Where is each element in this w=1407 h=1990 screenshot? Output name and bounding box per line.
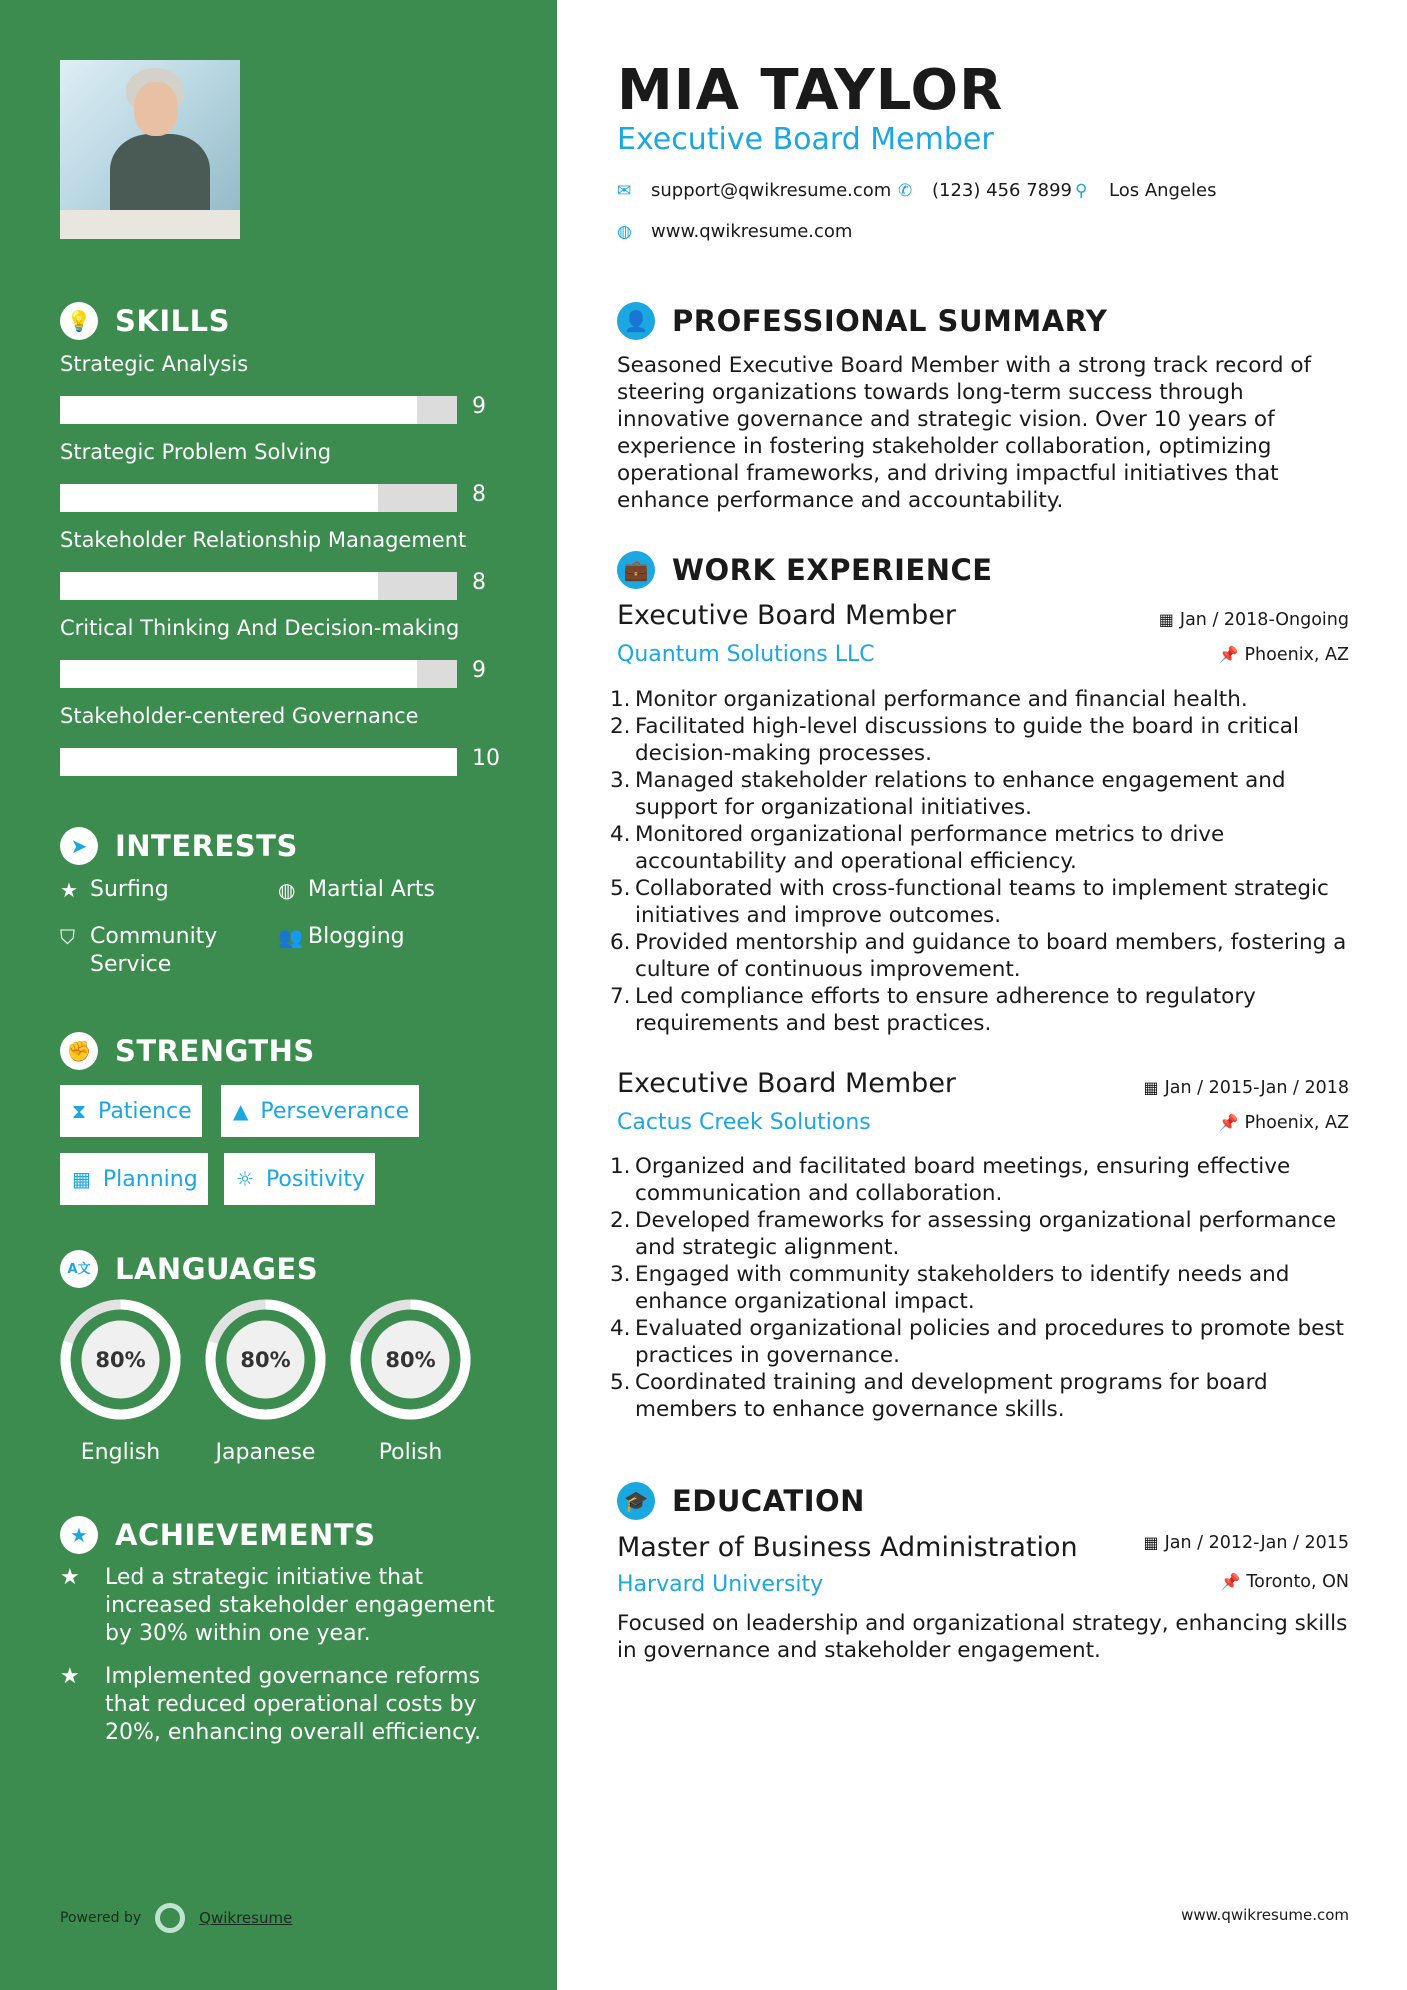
list-item: 7. Led compliance efforts to ensure adherence to regulatory requirements and best practices. (610, 984, 1256, 1036)
strength-tag: ⧗ Patience (60, 1085, 202, 1137)
language-name: English (80, 1440, 161, 1465)
candidate-name: MIA TAYLOR (617, 58, 1004, 123)
education-school: Harvard University (617, 1572, 824, 1597)
job-location: 📌 Phoenix, AZ (1218, 1113, 1349, 1133)
skills-title: SKILLS (115, 304, 230, 338)
education-dates: ▦ Jan / 2012-Jan / 2015 (1143, 1533, 1349, 1553)
job-dates: ▦ Jan / 2015-Jan / 2018 (1143, 1078, 1349, 1098)
road-icon: ▲ (233, 1099, 249, 1123)
skill-item: Stakeholder-centered Governance 10 (60, 704, 500, 776)
language-percent: 80% (95, 1348, 146, 1372)
language-ring (58, 1297, 183, 1422)
calendar-icon: ▦ (72, 1167, 91, 1191)
contact-email: ✉ support@qwikresume.com (617, 180, 892, 201)
calendar-icon: ▦ (1158, 610, 1174, 629)
job-duties (610, 1153, 1350, 1423)
interest-item: ⛉ Community Service (60, 924, 218, 977)
strengths-title: STRENGTHS (115, 1034, 315, 1068)
hourglass-icon: ⧗ (72, 1099, 87, 1123)
map-pin-icon: ⚲ (1075, 180, 1088, 201)
globe-icon: ◍ (278, 878, 296, 902)
user-icon: 👤 (617, 302, 655, 340)
list-item: 5. Collaborated with cross-functional teams to implement strategic initiatives and improve outcomes. (610, 876, 1329, 928)
star-icon: ★ (60, 878, 78, 902)
pushpin-icon: 📌 (1218, 1113, 1239, 1132)
language-percent: 80% (240, 1348, 291, 1372)
interest-item: 👥 Blogging (278, 924, 405, 949)
skill-item: Strategic Analysis 9 (60, 352, 500, 424)
shield-icon: ⛉ (60, 925, 75, 949)
skill-item: Stakeholder Relationship Management 8 (60, 528, 500, 600)
strength-tag: ▦ Planning (60, 1153, 208, 1205)
list-item: 4. Monitored organizational performance metrics to drive accountability and operational efficiency. (610, 822, 1225, 874)
job-title: Executive Board Member (617, 1068, 957, 1099)
sidebar (0, 0, 557, 1990)
skill-item: Critical Thinking And Decision-making 9 (60, 616, 500, 688)
languages-title: LANGUAGES (115, 1252, 319, 1286)
profile-photo (60, 60, 240, 239)
sun-icon: ☼ (236, 1167, 254, 1191)
achievement-item: ★ Implemented governance reforms that reduced operational costs by 20%, enhancing overall efficiency. (60, 1664, 482, 1745)
globe-icon: ◍ (617, 221, 632, 242)
language-item (58, 1297, 183, 1465)
contact-phone: ✆ (123) 456 7899 (898, 180, 1073, 201)
powered-by: Powered by Qwikresume (60, 1903, 292, 1933)
paper-plane-icon: ➤ (60, 827, 98, 865)
job-location: 📌 Phoenix, AZ (1218, 645, 1349, 665)
summary-text: Seasoned Executive Board Member with a strong track record of steering organizations towards long-term success through innovative governance and strategic vision. Over 10 years of experience in fostering stakeholder collaboration, optimizing operational frameworks, and driving impactful initiatives that enhance performance and accountability. (617, 353, 1312, 513)
fist-icon: ✊ (60, 1032, 98, 1070)
skill-bar (60, 484, 457, 512)
experience-heading (617, 550, 993, 590)
footer-url[interactable]: www.qwikresume.com (1181, 1906, 1349, 1924)
skill-score: 10 (472, 746, 500, 771)
summary-title: PROFESSIONAL SUMMARY (672, 304, 1108, 338)
graduate-icon: 🎓 (617, 1482, 655, 1520)
interests-title: INTERESTS (115, 829, 298, 863)
skill-bar (60, 572, 457, 600)
strength-tag: ☼ Positivity (224, 1153, 375, 1205)
list-item: 3. Managed stakeholder relations to enhance engagement and support for organizational initiatives. (610, 768, 1286, 820)
language-percent: 80% (385, 1348, 436, 1372)
languages-heading (60, 1249, 318, 1289)
education-text: Focused on leadership and organizational strategy, enhancing skills in governance and stakeholder engagement. (617, 1611, 1348, 1663)
medal-star-icon: ★ (60, 1516, 98, 1554)
job-dates: ▦ Jan / 2018-Ongoing (1158, 610, 1349, 630)
education-degree: Master of Business Administration (617, 1532, 1078, 1563)
skill-score: 8 (472, 570, 486, 595)
strength-tag: ▲ Perseverance (221, 1085, 419, 1137)
language-icon: A文 (60, 1250, 98, 1288)
lightbulb-icon: 💡 (60, 302, 98, 340)
list-item: 2. Developed frameworks for assessing organizational performance and strategic alignment. (610, 1208, 1337, 1260)
list-item: 1. Monitor organizational performance and financial health. (610, 687, 1248, 712)
achievements-title: ACHIEVEMENTS (115, 1518, 376, 1552)
envelope-icon: ✉ (617, 180, 632, 201)
contact-location: ⚲ Los Angeles (1075, 180, 1217, 201)
shooting-star-icon: ★ (60, 1565, 80, 1590)
list-item: 6. Provided mentorship and guidance to board members, fostering a culture of continuous improvement. (610, 930, 1347, 982)
education-title: EDUCATION (672, 1484, 865, 1518)
skill-bar (60, 748, 457, 776)
job-duties (610, 686, 1350, 1037)
strengths-heading (60, 1031, 315, 1071)
qwikresume-logo-icon (155, 1903, 185, 1933)
list-item: 5. Coordinated training and development programs for board members to enhance governance skills. (610, 1370, 1268, 1422)
list-item: 2. Facilitated high-level discussions to guide the board in critical decision-making processes. (610, 714, 1299, 766)
briefcase-icon: 💼 (617, 551, 655, 589)
shooting-star-icon: ★ (60, 1664, 80, 1689)
skill-bar (60, 660, 457, 688)
language-item (348, 1297, 473, 1465)
job-title: Executive Board Member (617, 600, 957, 631)
skill-score: 8 (472, 482, 486, 507)
experience-title: WORK EXPERIENCE (672, 553, 993, 587)
skill-score: 9 (472, 658, 486, 683)
skill-score: 9 (472, 394, 486, 419)
list-item: 1. Organized and facilitated board meetings, ensuring effective communication and collaboration. (610, 1154, 1291, 1206)
education-heading (617, 1481, 865, 1521)
pushpin-icon: 📌 (1220, 1572, 1241, 1591)
achievement-item: ★ Led a strategic initiative that increased stakeholder engagement by 30% within one year. (60, 1565, 495, 1646)
candidate-role: Executive Board Member (617, 122, 994, 157)
list-item: 3. Engaged with community stakeholders to identify needs and enhance organizational impact. (610, 1262, 1290, 1314)
skills-heading (60, 301, 230, 341)
job-company: Quantum Solutions LLC (617, 642, 875, 667)
language-name: Polish (378, 1440, 443, 1465)
summary-heading (617, 301, 1107, 341)
interests-heading (60, 826, 298, 866)
interest-item: ◍ Martial Arts (278, 877, 436, 902)
skill-item: Strategic Problem Solving 8 (60, 440, 500, 512)
education-location: 📌 Toronto, ON (1220, 1572, 1349, 1592)
phone-icon: ✆ (898, 180, 913, 201)
users-icon: 👥 (278, 925, 303, 949)
achievements-heading (60, 1515, 375, 1555)
job-company: Cactus Creek Solutions (617, 1110, 871, 1135)
calendar-icon: ▦ (1143, 1533, 1159, 1552)
language-ring (203, 1297, 328, 1422)
calendar-icon: ▦ (1143, 1078, 1159, 1097)
list-item: 4. Evaluated organizational policies and procedures to promote best practices in governance. (610, 1316, 1344, 1368)
pushpin-icon: 📌 (1218, 645, 1239, 664)
language-item (203, 1297, 328, 1465)
language-name: Japanese (215, 1440, 316, 1465)
contact-website: ◍ www.qwikresume.com (617, 221, 853, 242)
skill-bar (60, 396, 457, 424)
interest-item: ★ Surfing (60, 877, 169, 902)
qwikresume-link[interactable]: Qwikresume (199, 1909, 293, 1927)
language-ring (348, 1297, 473, 1422)
